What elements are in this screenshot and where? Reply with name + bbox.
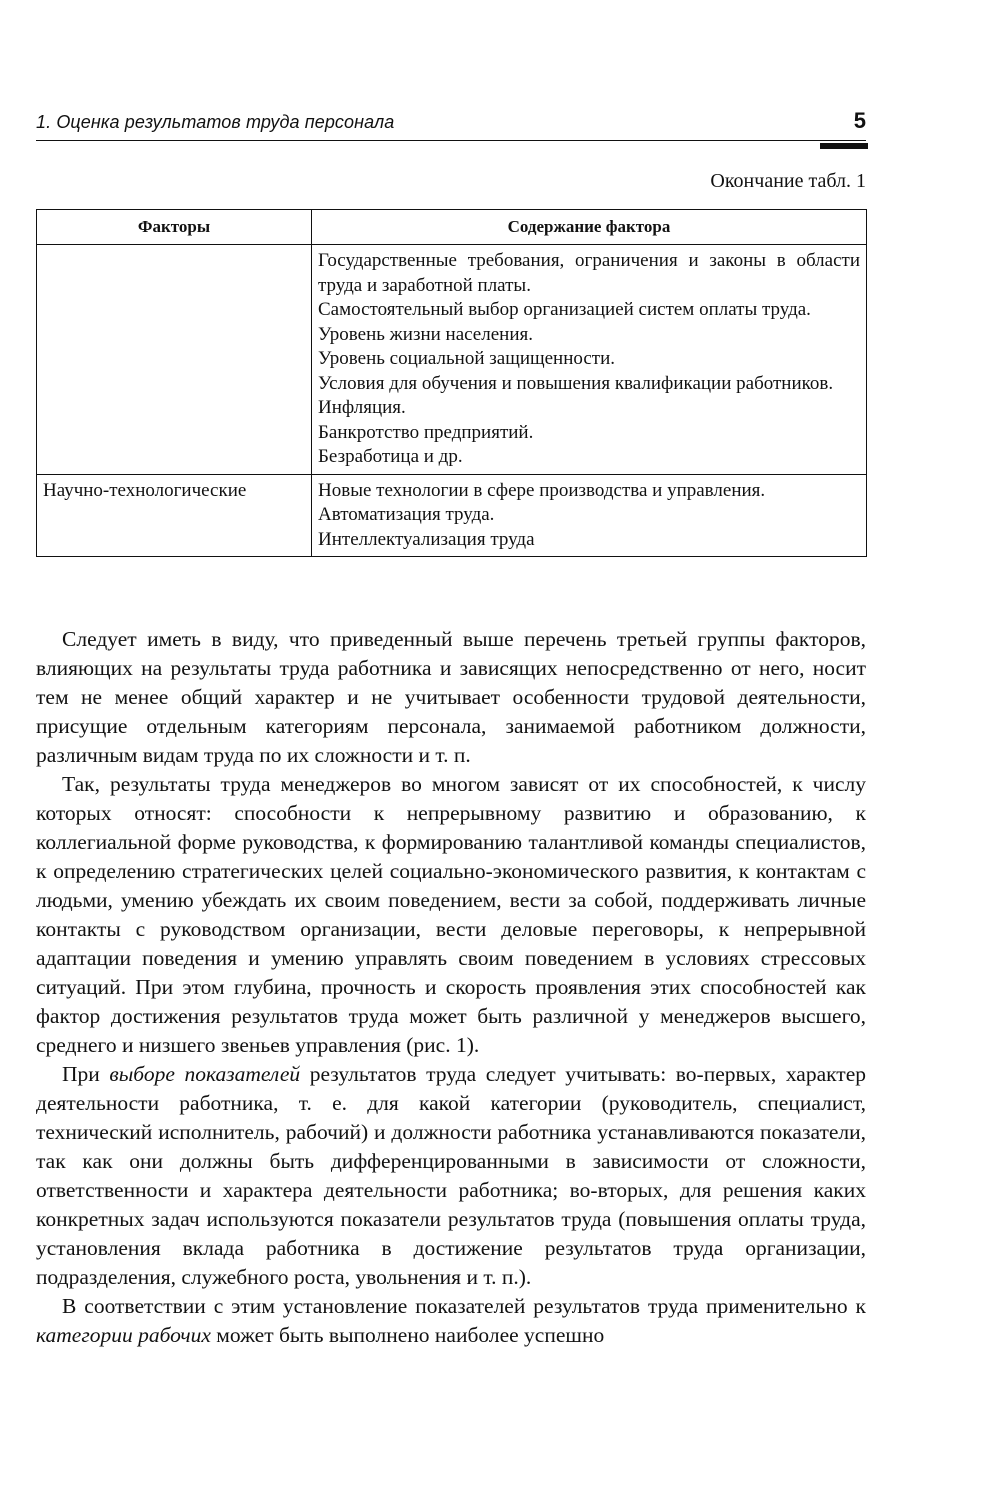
table-header-row — [37, 210, 867, 245]
content-item: Самостоятельный выбор организацией систем оплаты труда. — [318, 299, 811, 320]
content-item: Государственные требования, ограничения и законы в области труда и заработной платы. — [318, 250, 860, 296]
table-row — [37, 474, 867, 557]
body-text — [36, 625, 866, 1350]
emphasis-term: выборе показателей — [109, 1062, 301, 1086]
paragraph-lead: В соответствии с этим установление показателей результатов труда применительно к — [62, 1294, 866, 1318]
paragraph: Так, результаты труда менеджеров во многом зависят от их способностей, к числу которых относят: способности к непрерывному развитию и образованию, к коллегиальной форме руководства, к формированию талантливой команды специалистов, к определению стратегических целей социально-экономического развития, к контактам с людьми, умению убеждать их своим поведением, вести за собой, поддерживать личные контакты с руководством организации, вести деловые переговоры, к непрерывной адаптации поведения и умению управлять своим поведением в условиях стрессовых ситуаций. При этом глубина, прочность и скорость проявления этих способностей как фактор достижения результатов труда может быть различной у менеджеров высшего, среднего и низшего звеньев управления (рис. 1). — [36, 772, 866, 1057]
content-item: Банкротство предприятий. — [318, 421, 534, 443]
paragraph — [36, 1292, 866, 1350]
content-cell — [312, 474, 867, 557]
content-item: Новые технологии в сфере производства и управления. — [318, 479, 766, 501]
paragraph-rest: может быть выполнено наиболее успешно — [210, 1323, 605, 1347]
page-number: 5 — [853, 108, 866, 133]
content-item: Безработица и др. — [318, 446, 463, 467]
paragraph-rest: результатов труда следует учитывать: во-первых, характер деятельности работника, т. е. для какой категории (руководитель, специалист, технический исполнитель, рабочий) и должности работника устанавливаются показатели, так как они должны быть дифференцированными в зависимости от сложности, ответственности и характера деятельности работника; во-вторых, для решения каких конкретных задач используются показатели результатов труда (повышения оплаты труда, установления вклада работника в достижение результатов труда организации, подразделения, служебного роста, увольнения и т. п.). — [36, 1062, 866, 1289]
running-header — [36, 108, 866, 141]
column-header-content: Содержание фактора — [312, 210, 867, 245]
content-item: Инфляция. — [318, 397, 406, 418]
column-header-factors: Факторы — [37, 210, 312, 245]
header-rule-bar — [820, 143, 868, 149]
content-cell — [312, 245, 867, 475]
paragraph — [36, 1060, 866, 1292]
table-caption: Окончание табл. 1 — [710, 170, 866, 192]
content-item: Интеллектуализация труда — [318, 528, 535, 550]
emphasis-term: категории рабочих — [36, 1323, 211, 1347]
factors-table — [36, 209, 867, 557]
content-item: Уровень социальной защищенности. — [318, 348, 616, 369]
paragraph: Следует иметь в виду, что приведенный выше перечень третьей группы факторов, влияющих на результаты труда работника и зависящих непосредственно от него, носит тем не менее общий характер и не учитывает особенности трудовой деятельности, присущие отдельным категориям персонала, занимаемой работником должности, различным видам труда по их сложности и т. п. — [36, 627, 866, 767]
factor-cell — [37, 245, 312, 475]
factor-cell: Научно-технологические — [37, 474, 312, 557]
content-item: Уровень жизни населения. — [318, 323, 533, 345]
table-row — [37, 245, 867, 475]
content-item: Автоматизация труда. — [318, 504, 495, 525]
paragraph-lead: При — [62, 1062, 110, 1086]
running-title: 1. Оценка результатов труда персонала — [36, 112, 395, 132]
content-item: Условия для обучения и повышения квалификации работников. — [318, 372, 834, 394]
